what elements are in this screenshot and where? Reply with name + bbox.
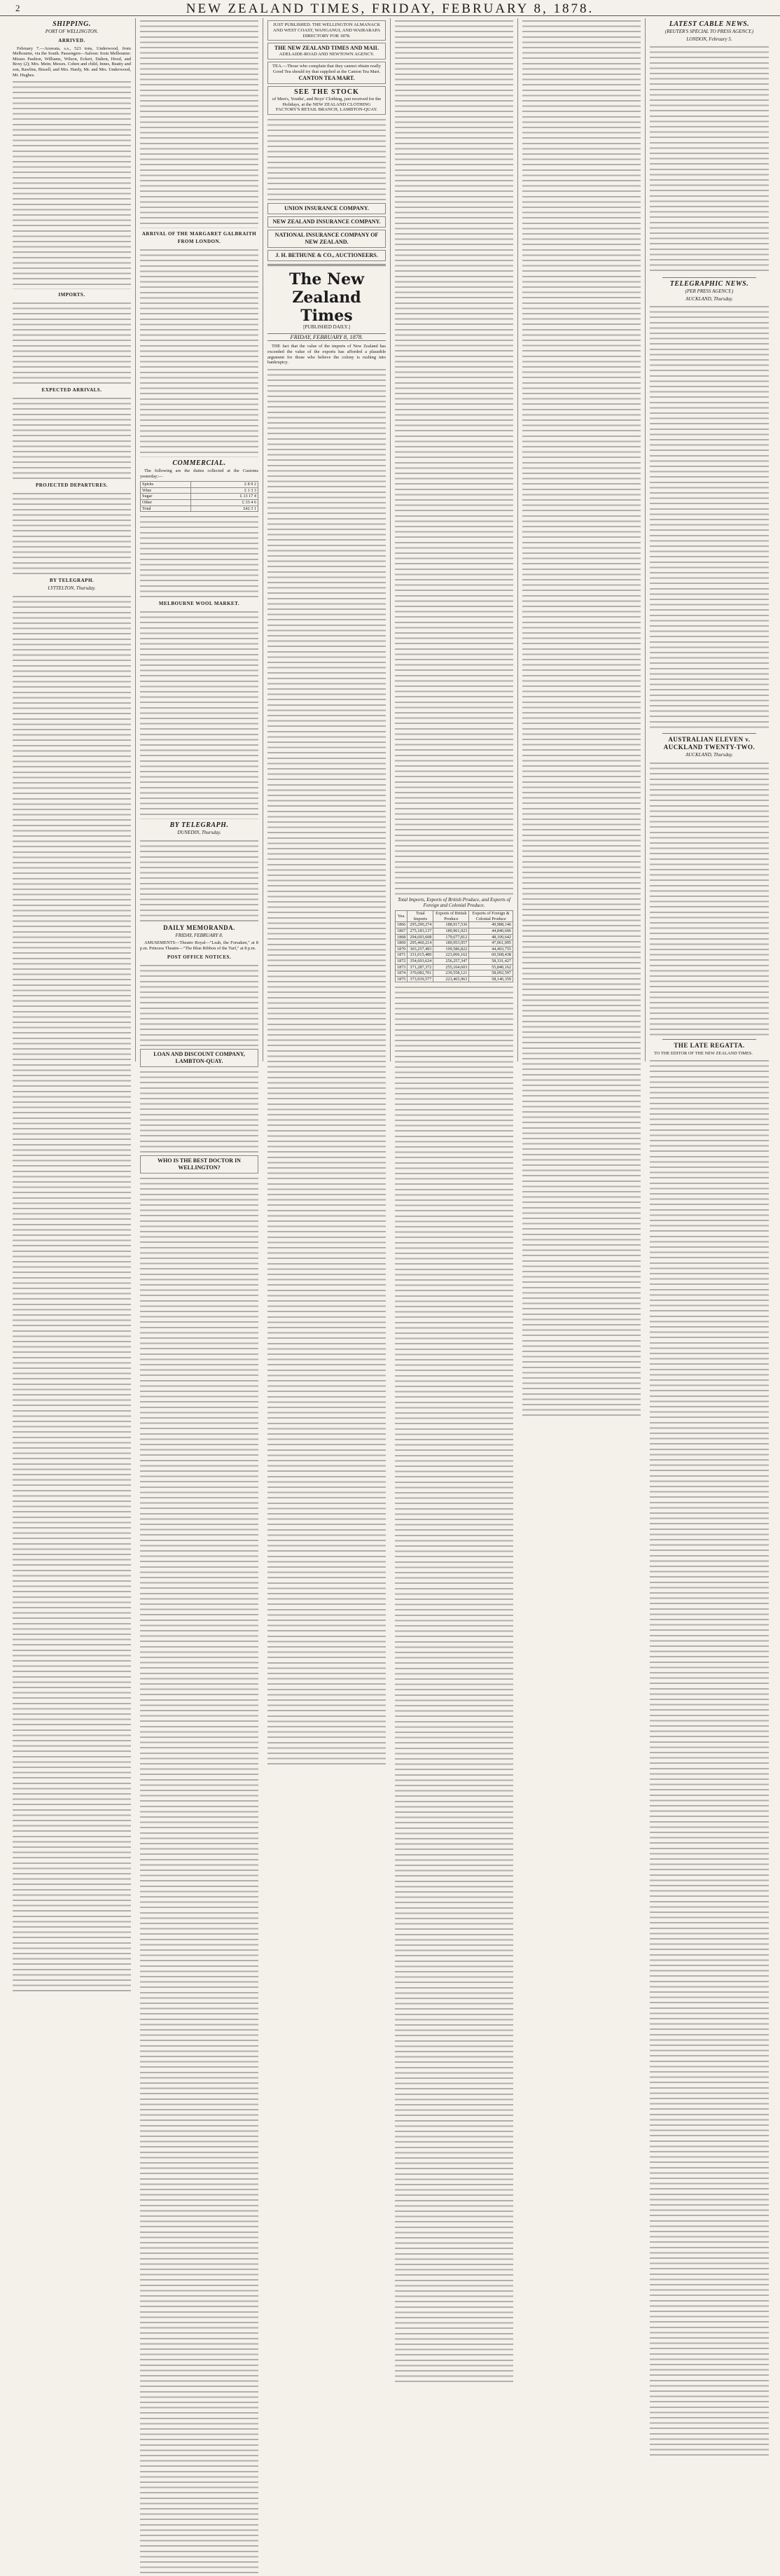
imports-heading: IMPORTS. — [58, 292, 85, 298]
trade-table-cell: 255,164,603 — [433, 964, 469, 970]
regatta-heading: THE LATE REGATTA. — [674, 1041, 745, 1049]
column-1 — [8, 18, 136, 1061]
amusements-text: AMUSEMENTS—Theatre Royal—"Leah, the Forsaken," at 8 p.m. Princess Theatre—"The Blue Ribbon of the Turf," at 8 p.m. — [140, 940, 258, 951]
trade-table-cell: 1874 — [396, 970, 408, 977]
trade-table — [395, 910, 513, 982]
columns — [8, 18, 773, 1171]
column-2 — [136, 18, 263, 1171]
nz-insurance-title: NEW ZEALAND INSURANCE COMPANY. — [272, 218, 381, 225]
trade-table-cell: 58,146,359 — [469, 976, 513, 982]
divider — [662, 733, 756, 734]
national-insurance-title: NATIONAL INSURANCE COMPANY OF NEW ZEALAND. — [274, 232, 379, 246]
trade-table-cell: 354,693,624 — [408, 958, 433, 964]
trade-table-cell: 223,465,963 — [433, 976, 469, 982]
column-5 — [518, 18, 646, 1061]
divider — [662, 1039, 756, 1040]
projected-heading: PROJECTED DEPARTURES. — [35, 482, 109, 489]
duty-row — [141, 487, 258, 494]
trade-table-cell: 1871 — [396, 952, 408, 959]
port-heading: PORT OF WELLINGTON. — [45, 29, 99, 34]
trade-table-row — [396, 922, 513, 928]
trade-table-cell: 44,493,755 — [469, 946, 513, 952]
trade-table-cell: 256,257,347 — [433, 958, 469, 964]
duty-row — [141, 482, 258, 488]
tea-sign: CANTON TEA MART. — [298, 74, 355, 81]
times-agency-text: ADELAIDE-ROAD AND NEWTOWN AGENCY. — [279, 52, 375, 57]
shipping-heading: SHIPPING. — [53, 20, 91, 28]
loan-company-ad — [140, 1049, 258, 1067]
duty-item: Sugar — [141, 494, 191, 500]
telegraphic-text-block — [650, 304, 769, 731]
trade-table-row — [396, 934, 513, 940]
union-insurance-ad — [267, 203, 386, 214]
duty-item: Spirits — [141, 482, 191, 488]
doctor-text-block — [140, 1176, 258, 2576]
union-insurance-title: UNION INSURANCE COMPANY. — [284, 205, 369, 212]
trade-table-row — [396, 940, 513, 947]
duty-amount: £42 3 1 — [191, 506, 258, 512]
duty-row — [141, 506, 258, 512]
times-agency-ad — [267, 43, 386, 60]
trade-table-cell: 303,257,493 — [408, 946, 433, 952]
national-insurance-ad — [267, 230, 386, 248]
tea-ad — [267, 62, 386, 84]
telegraph-text-block — [13, 594, 131, 1994]
trade-table-cell: 199,586,822 — [433, 946, 469, 952]
duty-row — [141, 494, 258, 500]
cricket-text-block — [650, 760, 769, 1037]
duty-row — [141, 499, 258, 506]
trade-table-caption: Total Imports, Exports of British Produce, and Exports of Foreign and Colonial Produce. — [398, 897, 510, 908]
shipping-text-block — [13, 79, 131, 289]
loan-company-heading: LOAN AND DISCOUNT COMPANY, LAMBTON-QUAY. — [153, 1050, 245, 1064]
trade-table-cell: 60,508,438 — [469, 952, 513, 959]
newspaper-nameplate: The New Zealand Times — [288, 270, 365, 326]
nameplate-subtitle: [PUBLISHED DAILY.] — [303, 324, 350, 330]
duty-amount: £ 13 17 4 — [191, 494, 258, 500]
trade-table-cell: 49,988,146 — [469, 922, 513, 928]
expected-text-block — [13, 396, 131, 480]
trade-table-row — [396, 958, 513, 964]
post-office-heading: POST OFFICE NOTICES. — [167, 954, 232, 960]
memoranda-date: FRIDAY, FEBRUARY 8. — [175, 932, 223, 938]
trade-table-cell: 295,460,214 — [408, 940, 433, 947]
arrival-heading: ARRIVAL OF THE MARGARET GALBRAITH FROM LONDON. — [141, 231, 257, 244]
trade-table-cell: 370,082,701 — [408, 970, 433, 977]
telegraphic-subheading: (PER PRESS AGENCY.) — [685, 288, 734, 295]
doctor-ad — [140, 1155, 258, 1174]
projected-text-block — [13, 491, 131, 575]
cable-place: LONDON, February 5. — [686, 36, 732, 42]
almanack-ad — [267, 20, 386, 41]
duties-table — [140, 481, 258, 512]
telegraph-heading: BY TELEGRAPH. — [49, 578, 95, 584]
column-4 — [391, 18, 518, 1061]
trade-table-cell: 373,939,577 — [408, 976, 433, 982]
column-5-text — [522, 18, 641, 1419]
trade-table-cell: 294,693,608 — [408, 934, 433, 940]
dunedin-text-block — [140, 838, 258, 922]
regatta-lead: TO THE EDITOR OF THE NEW ZEALAND TIMES. — [654, 1050, 753, 1056]
arrived-text: February 7.—Arawata, s.s., 523 tons, Underwood, from Melbourne, via the South. Passengers—Saloon: from Melbourne: Misses Paulton, Williams, Wilson, Eckert, Dalton, Hood, and Boxy (2); Mrs. Mein; Messrs. Cohen and child, Innes, Beatty and son, Rawlins, Bissell, and Mrs. Hardy, Mr. and Mrs. Underwood, Mr. Hughes. — [13, 46, 131, 78]
commercial-intro: The following are the duties collected at the Customs yesterday:— — [140, 468, 258, 479]
bethune-title: J. H. BETHUNE & CO., AUCTIONEERS. — [275, 252, 378, 259]
column-3 — [263, 18, 391, 1061]
trade-table-header: Exports of British Produce — [433, 911, 469, 922]
trade-table-cell: 1867 — [396, 928, 408, 934]
trade-table-header: Exports of Foreign & Colonial Produce — [469, 911, 513, 922]
tea-text: TEA.—Those who complain that they cannot obtain really Good Tea should try that supplied at the Canton Tea Mart. — [272, 64, 381, 74]
bethune-ad — [267, 250, 386, 261]
memoranda-heading: DAILY MEMORANDA. — [163, 924, 235, 931]
trade-table-row — [396, 946, 513, 952]
cricket-heading: AUSTRALIAN ELEVEN v. AUCKLAND TWENTY-TWO. — [663, 736, 755, 751]
divider — [267, 264, 386, 266]
leader-continued-text — [395, 18, 513, 897]
wool-text-block — [140, 609, 258, 819]
trade-table-row — [396, 952, 513, 959]
trade-table-cell: 1868 — [396, 934, 408, 940]
trade-table-cell: 47,061,095 — [469, 940, 513, 947]
trade-table-row — [396, 928, 513, 934]
trade-table-cell: 1872 — [396, 958, 408, 964]
trade-table-cell: 1869 — [396, 940, 408, 947]
trade-table-cell: 1870 — [396, 946, 408, 952]
almanack-text: JUST PUBLISHED. THE WELLINGTON ALMANACK AND WEST COAST, WANGANUI, AND WAIRARAPA DIRECTORY FOR 1878. — [272, 22, 381, 39]
telegraph-place: LYTTELTON, Thursday. — [48, 585, 96, 592]
duty-amount: £ 8 9 2 — [191, 482, 258, 488]
trade-table-cell: 223,066,162 — [433, 952, 469, 959]
telegraphic-place: AUCKLAND, Thursday. — [685, 295, 733, 302]
trade-table-cell: 48,100,642 — [469, 934, 513, 940]
divider — [662, 277, 756, 278]
dunedin-place: DUNEDIN, Thursday. — [177, 830, 221, 836]
notices-text-block — [267, 117, 386, 201]
stock-title: SEE THE STOCK — [294, 88, 359, 96]
column-6 — [646, 18, 773, 1061]
trade-table-cell: 371,287,372 — [408, 964, 433, 970]
trade-table-cell: 58,331,427 — [469, 958, 513, 964]
times-agency-title: THE NEW ZEALAND TIMES AND MAIL — [274, 45, 379, 52]
by-telegraph-heading: BY TELEGRAPH. — [169, 821, 229, 830]
page-number: 2 — [15, 3, 20, 13]
leader-text-block — [267, 367, 386, 1767]
trade-table-cell: 1875 — [396, 976, 408, 982]
trade-table-row — [396, 976, 513, 982]
trade-table-cell: 179,677,812 — [433, 934, 469, 940]
trade-table-cell: 239,558,121 — [433, 970, 469, 977]
duty-amount: £ 33 4 6 — [191, 499, 258, 506]
nz-insurance-ad — [267, 216, 386, 228]
duty-amount: £ 1 3 3 — [191, 487, 258, 494]
trade-table-cell: 58,092,597 — [469, 970, 513, 977]
trade-table-cell: 275,183,137 — [408, 928, 433, 934]
leader-dateline: FRIDAY, FEBRUARY 8, 1878. — [267, 333, 386, 342]
cable-subheading: (REUTER'S SPECIAL TO PRESS AGENCY.) — [664, 29, 754, 34]
arrived-heading: ARRIVED. — [58, 37, 85, 43]
trade-table-cell: 189,953,957 — [433, 940, 469, 947]
trade-table-cell: 188,917,536 — [433, 922, 469, 928]
commercial-heading: COMMERCIAL. — [172, 459, 226, 467]
duty-item: Other — [141, 499, 191, 506]
loan-text-block — [140, 1069, 258, 1153]
cable-text-block — [650, 44, 769, 275]
masthead-title: NEW ZEALAND TIMES, FRIDAY, FEBRUARY 8, 1878. — [186, 1, 594, 16]
masthead — [0, 0, 780, 16]
trade-table-row — [396, 964, 513, 970]
trade-table-cell: 1873 — [396, 964, 408, 970]
trade-table-header: Total Imports — [408, 911, 433, 922]
trade-table-cell: 1866 — [396, 922, 408, 928]
cricket-place: AUCKLAND, Thursday. — [685, 752, 733, 758]
post-office-text-block — [140, 963, 258, 1047]
imports-text-block — [13, 300, 131, 384]
doctor-heading: WHO IS THE BEST DOCTOR IN WELLINGTON? — [158, 1157, 241, 1171]
stock-ad — [267, 86, 386, 115]
cable-heading: LATEST CABLE NEWS. — [669, 20, 750, 28]
trade-table-cell: 55,840,162 — [469, 964, 513, 970]
leader-after-table-text — [395, 984, 513, 2385]
trade-table-cell: 331,015,480 — [408, 952, 433, 959]
trade-table-cell: 44,840,606 — [469, 928, 513, 934]
trade-table-header: Yea. — [396, 911, 408, 922]
column-2-top-text — [140, 18, 258, 228]
trade-table-cell: 295,290,274 — [408, 922, 433, 928]
trade-table-row — [396, 970, 513, 977]
expected-heading: EXPECTED ARRIVALS. — [41, 387, 102, 394]
arrival-text-block — [140, 247, 258, 457]
stock-text: of Men's, Youths', and Boys' Clothing, just received for the Holidays, at the NEW ZEALAND CLOTHING FACTORY'S RETAIL BRANCH, LAMBTON-QUAY. — [272, 96, 382, 113]
newspaper-page — [0, 0, 780, 1171]
duty-item: Wine — [141, 487, 191, 494]
trade-table-cell: 180,961,923 — [433, 928, 469, 934]
regatta-text-block — [650, 1058, 769, 2458]
leader-opening: THE fact that the value of the imports of New Zealand has exceeded the value of the exports has afforded a plausible argument for those who believe the colony is rushing into bankruptcy. — [267, 344, 386, 365]
telegraphic-heading: TELEGRAPHIC NEWS. — [669, 280, 749, 288]
duty-item: Total — [141, 506, 191, 512]
commercial-text-block — [140, 514, 258, 598]
wool-heading: MELBOURNE WOOL MARKET. — [158, 601, 240, 607]
